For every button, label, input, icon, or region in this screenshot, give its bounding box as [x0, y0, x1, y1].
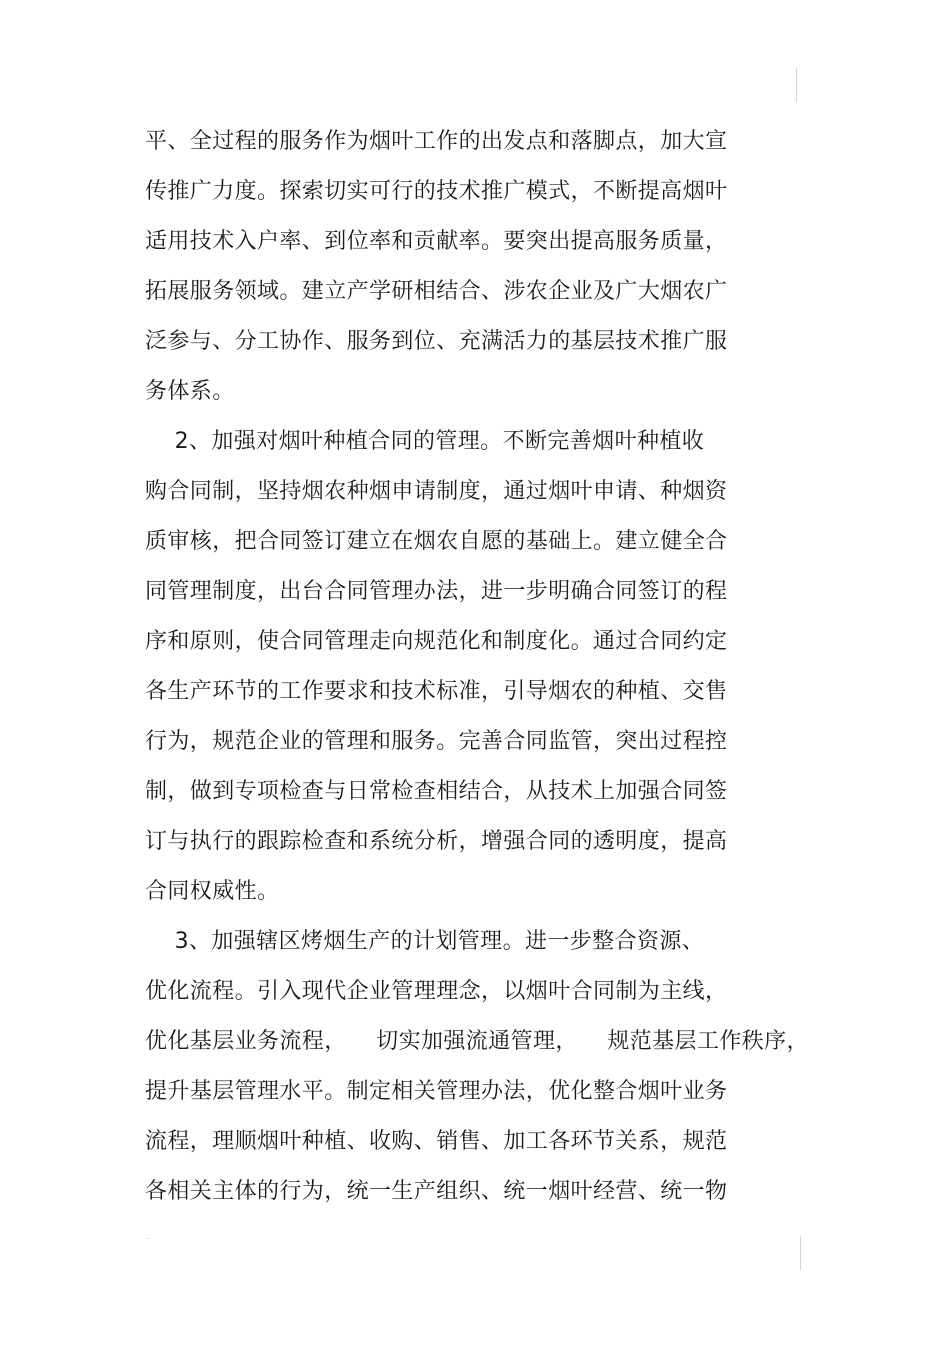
text-line: 提升基层管理水平。制定相关管理办法，优化整合烟叶业务: [145, 1079, 728, 1104]
text-line: 质审核，把合同签订建立在烟农自愿的基础上。建立健全合: [145, 529, 728, 554]
text-line: 泛参与、分工协作、服务到位、充满活力的基层技术推广服: [145, 329, 728, 354]
text-line: 各相关主体的行为，统一生产组织、统一烟叶经营、统一物: [145, 1179, 728, 1204]
paragraph-2-first-line: 2、加强对烟叶种植合同的管理。不断完善烟叶种植收: [145, 429, 705, 454]
text-line: 订与执行的跟踪检查和系统分析，增强合同的透明度，提高: [145, 829, 728, 854]
paragraph-3-first-line: 3、加强辖区烤烟生产的计划管理。进一步整合资源、: [145, 929, 705, 954]
text-line: 行为，规范企业的管理和服务。完善合同监管，突出过程控: [145, 729, 728, 754]
text-line: 序和原则，使合同管理走向规范化和制度化。通过合同约定: [145, 629, 728, 654]
page-edge-mark-bottom: [800, 1236, 801, 1270]
text-line: 传推广力度。探索切实可行的技术推广模式，不断提高烟叶: [145, 179, 728, 204]
text-line: 适用技术入户率、到位率和贡献率。要突出提高服务质量，: [145, 229, 728, 254]
text-line: 购合同制，坚持烟农种烟申请制度，通过烟叶申请、种烟资: [145, 479, 728, 504]
text-line: 务体系。: [145, 379, 235, 404]
text-line: 同管理制度，出台合同管理办法，进一步明确合同签订的程: [145, 579, 728, 604]
text-line: 拓展服务领域。建立产学研相结合、涉农企业及广大烟农广: [145, 279, 728, 304]
text-line: 合同权威性。: [145, 879, 280, 904]
text-line: 优化流程。引入现代企业管理理念，以烟叶合同制为主线，: [145, 979, 728, 1004]
text-line: 平、全过程的服务作为烟叶工作的出发点和落脚点，加大宣: [145, 129, 728, 154]
text-line: 各生产环节的工作要求和技术标准，引导烟农的种植、交售: [145, 679, 728, 704]
text-line: 流程，理顺烟叶种植、收购、销售、加工各环节关系，规范: [145, 1129, 728, 1154]
page-edge-mark-top: [796, 68, 797, 102]
text-line: 优化基层业务流程， 切实加强流通管理， 规范基层工作秩序，: [145, 1029, 809, 1054]
text-line: 制，做到专项检查与日常检查相结合，从技术上加强合同签: [145, 779, 728, 804]
page-dot-mark: [146, 1238, 149, 1239]
